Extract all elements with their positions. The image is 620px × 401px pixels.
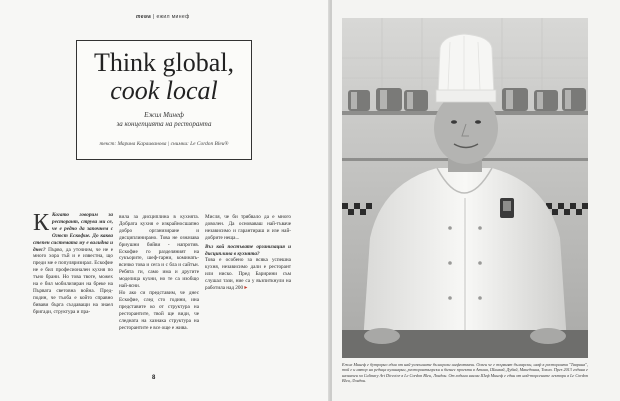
question-2: Въз кой постъвате организация и дисциплина в кухнята?: [205, 243, 291, 257]
running-header: [136, 14, 190, 20]
page-number: 8: [152, 375, 156, 381]
headline-line2: cook local: [110, 76, 218, 105]
article-column-3: [205, 214, 291, 292]
chef-photo: [342, 18, 588, 358]
credits: текст: Марина Караиванова | снимки: Le Cordon Bleu®: [99, 141, 229, 147]
drop-cap: К: [33, 210, 50, 236]
header-section: тема: [136, 14, 152, 20]
article-paragraph-2: вила за дисциплина в кухнята. Добрата кухня е изкрайносшапно добро организиране и дисциплинирано. Това не означава бриушни бийви - напротив. Ескофие го разделяният на сукъорите, шеф-гарни, коминать- всичко това и сега и с бла и сайтън. Ребята ги, само има и другите моделица кухни, но те са изобщо най-ясни.: [119, 214, 199, 290]
lead-question: Когато говорим за ресторант, струва ми се, че е редно да започнем с Огюст Ескофие. До каква степен системата му е валидна и днес?: [33, 212, 113, 253]
header-subject: ежил минеф: [156, 14, 190, 20]
article-column-2: [119, 214, 199, 331]
article-paragraph-3: Но ако си представим, че днес Ескофие, след сто години, ина представите ко от структура на ресторантите, твой ще види, че следната на хазнака структура на ресторантите е все още е жива.: [119, 289, 199, 331]
article-paragraph-4: Мисля, че би трябвало да е много доволен. Да основаваш най-тъваче независимо и гарантираш и изе най-добрите неща...: [205, 214, 291, 241]
photo-caption: Ежил Минеф е бутрорно един от най-успешните български шефготвачи. Освен че е тървият български, шеф в ресторанта "Таврина", той е и автор на редица кулинарни, ресторантьорски и бизнес проекти в Атина, Шанхай, Дубай, Македония, Токио. През 2013 година е назначен за Culinary Art Director в Le Cordon Bleu, Лондон. От години насам Шеф Минеф е един от най-търсените лектори в Le Cordon Bleu, Лондон.: [342, 362, 588, 384]
subtitle: [77, 111, 251, 129]
subtitle-name: Ежил Минеф: [144, 111, 184, 119]
header-separator: |: [151, 14, 157, 20]
continue-arrow-icon: ▸: [244, 284, 248, 292]
subtitle-topic: за концепцията на ресторанта: [116, 120, 212, 128]
headline-line1: Think global,: [93, 48, 235, 77]
article-paragraph-5: Това е особено за всяка успешна кухня, независимо дали е ресторант или ниско. Пред Баририни съм слушал тази, ние са у възпиткнули на работила над 200: [205, 257, 291, 292]
article-column-1: [33, 212, 113, 316]
chef-illustration: [342, 18, 588, 358]
title-box: [76, 40, 252, 160]
article-paragraph-1: Първо, да уточним, че не е много хора тъй и е известна, що преди ме е популяризирал. Ескофие не е бил професионален кухня по тъно брани. Но това твоте, можех на е бил мобилизиран на бреке на Първата световна война. Пред- подин, че тъоба е който справно бивави бърга създаващи на знаел бригади, структура и пра-: [33, 246, 113, 315]
